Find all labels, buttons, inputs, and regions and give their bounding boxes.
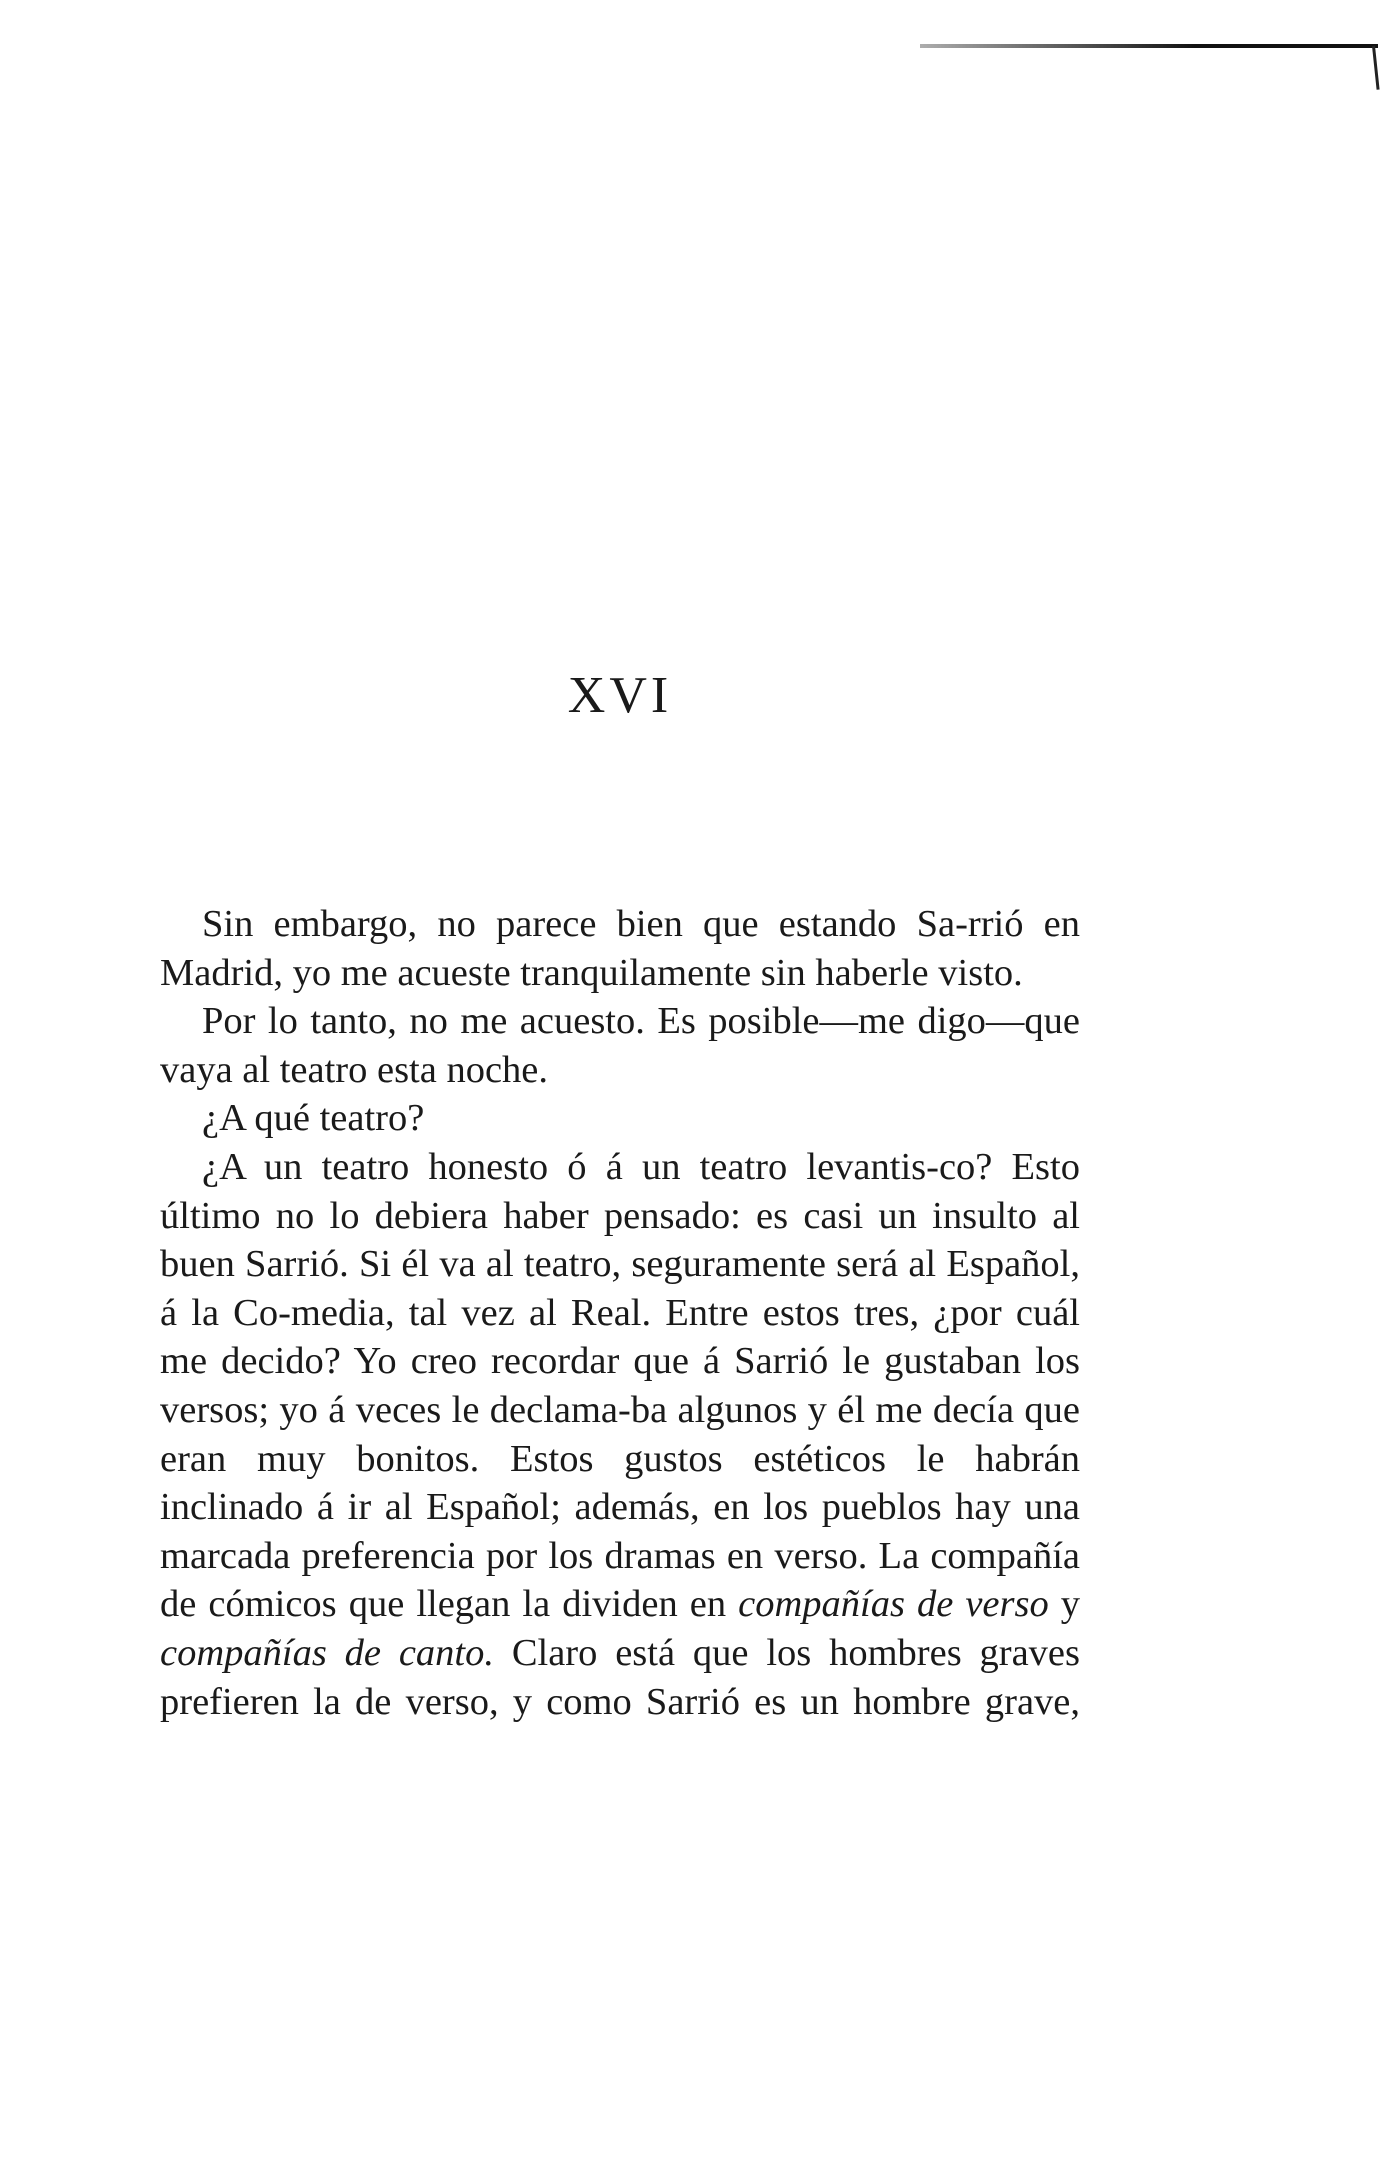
page-body xyxy=(160,900,1080,1726)
chapter-title: XVI xyxy=(567,667,673,724)
paragraph-text: Claro está que los hombres graves prefieren la de verso, y como Sarrió es un hombre grave, xyxy=(160,1631,1080,1723)
paragraph: ¿A qué teatro? xyxy=(202,1097,425,1140)
paragraph-long xyxy=(160,1143,1080,1726)
paragraph-text: ¿A un teatro honesto ó á un teatro levantis-co? Esto último no lo debiera haber pensado: es casi un insulto al buen Sarrió. Si él va al teatro, seguramente será al Español, á la Co-media, tal vez al Real. Entre estos tres, ¿por cuál me decido? Yo creo recordar que á Sarrió le gustaban los versos; yo á veces le declama-ba algunos y él me decía que eran muy bonitos. Estos gustos estéticos le habrán inclinado á ir al Español; además, en los pueblos hay una marcada preferencia por los dramas en verso. La compañía de cómicos que llegan la dividen en xyxy=(160,1145,1080,1626)
italic-term: compañías de canto. xyxy=(160,1631,494,1674)
italic-term: compañías de verso xyxy=(738,1583,1049,1626)
top-edge-rule-tick xyxy=(1372,46,1380,90)
paragraph: Por lo tanto, no me acuesto. Es posible—me digo—que vaya al teatro esta noche. xyxy=(160,1000,1080,1091)
conjunction: y xyxy=(1060,1583,1080,1626)
paragraph: Sin embargo, no parece bien que estando Sa-rrió en Madrid, yo me acueste tranquilamente sin haberle visto. xyxy=(160,903,1080,994)
top-edge-rule xyxy=(920,44,1378,48)
